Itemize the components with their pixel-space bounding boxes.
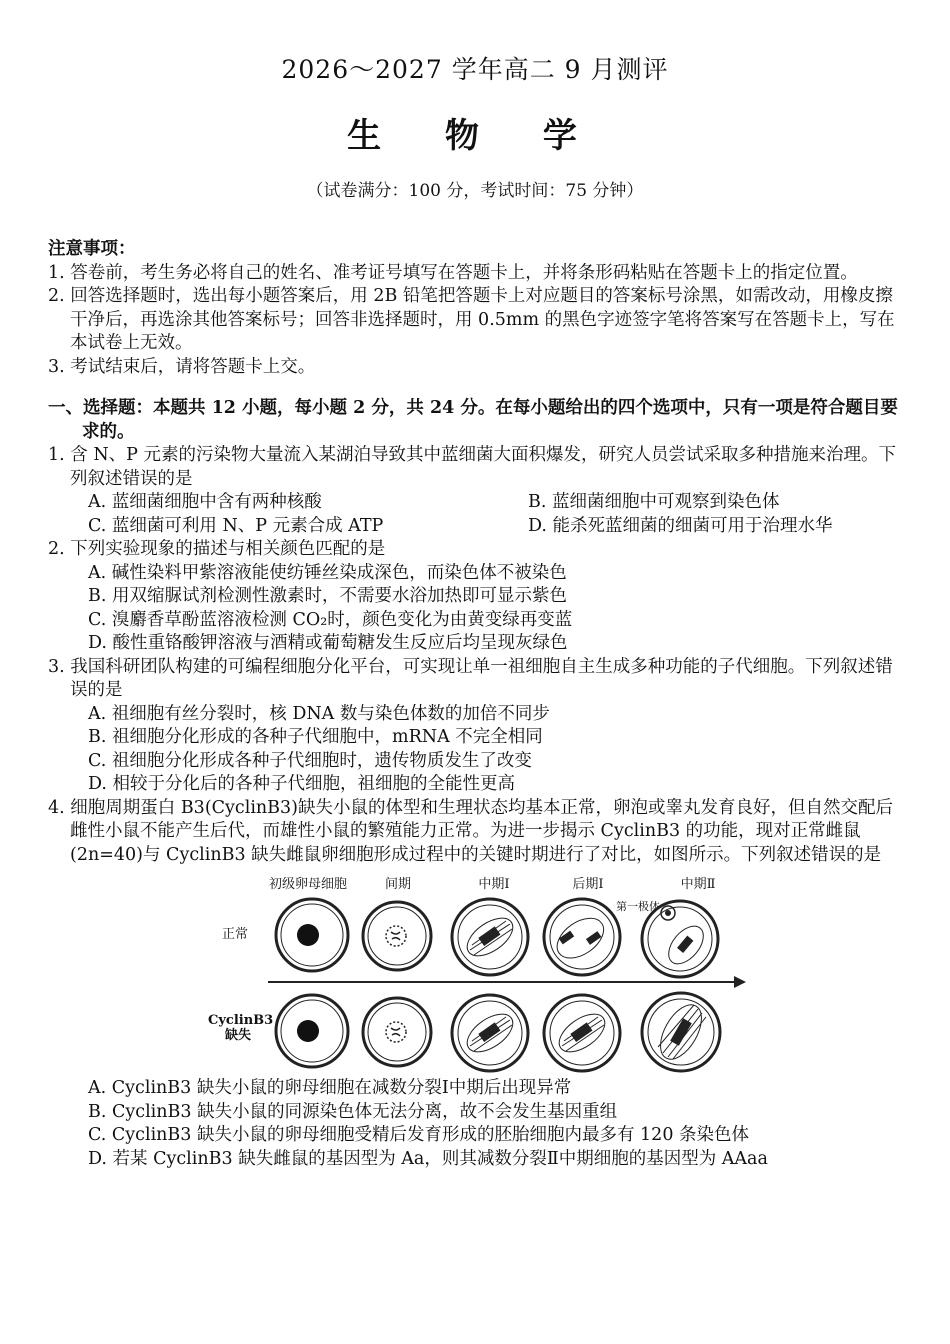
row-label-mutant-line: 缺失 — [224, 1028, 251, 1043]
option: A. 碱性染料甲紫溶液能使纺锤丝染成深色，而染色体不被染色 — [88, 562, 567, 583]
question-stem: 4. 细胞周期蛋白 B3(CyclinB3)缺失小鼠的体型和生理状态均基本正常，卵泡或睾丸发育良好，但自然交配后雌性小鼠不能产生后代，而雄性小鼠的繁殖能力正常。为进一步揭示 CyclinB3 的功能，现对正常雌鼠(2n=40)与 CyclinB3 缺失雌鼠卵细胞形成过程中的关键时期进行了对比，如图所示。下列叙述错误的是 — [48, 797, 894, 865]
note-item: 1. 答卷前，考生务必将自己的姓名、准考证号填写在答题卡上，并将条形码粘贴在答题卡上的指定位置。 — [48, 262, 858, 283]
question-stem: 3. 我国科研团队构建的可编程细胞分化平台，可实现让单一祖细胞自主生成多种功能的子代细胞。下列叙述错误的是 — [48, 656, 893, 700]
question-stem: 1. 含 N、P 元素的污染物大量流入某湖泊导致其中蓝细菌大面积爆发，研究人员尝试采取多种措施来治理。下列叙述错误的是 — [48, 445, 896, 489]
arrow-head-icon — [734, 976, 746, 988]
stage-label: 初级卵母细胞 — [268, 877, 347, 892]
option: C. 蓝细菌可利用 N、P 元素合成 ATP — [88, 515, 384, 536]
option: D. 能杀死蓝细菌的细菌可用于治理水华 — [528, 515, 833, 536]
option: B. CyclinB3 缺失小鼠的同源染色体无法分离，故不会发生基因重组 — [88, 1101, 618, 1122]
question-stem: 2. 下列实验现象的描述与相关颜色匹配的是 — [48, 539, 386, 559]
note-item: 2. 回答选择题时，选出每小题答案后，用 2B 铅笔把答题卡上对应题目的答案标号涂黑，如需改动，用橡皮擦干净后，再选涂其他答案标号；回答非选择题时，用 0.5mm 的黑色字迹签字笔将答案写在答题卡上，写在本试卷上无效。 — [48, 286, 895, 353]
stage-label: 间期 — [384, 877, 411, 892]
option: A. 蓝细菌细胞中含有两种核酸 — [88, 492, 322, 512]
cell-mutant-metaphase-2 — [638, 989, 724, 1075]
section-heading: 一、选择题：本题共 12 小题，每小题 2 分，共 24 分。在每小题给出的四个选项中，只有一项是符合题目要求的。 — [48, 398, 898, 442]
option: B. 祖细胞分化形成的各种子代细胞中，mRNA 不完全相同 — [88, 727, 543, 747]
option: A. 祖细胞有丝分裂时，核 DNA 数与染色体数的加倍不同步 — [88, 703, 550, 724]
subject-title: 生 物 学 — [347, 116, 603, 156]
cell-mutant-metaphase-1 — [448, 991, 532, 1075]
option: C. 祖细胞分化形成各种子代细胞时，遗传物质发生了改变 — [88, 750, 532, 771]
cell-normal-metaphase-2 — [638, 895, 722, 979]
option: C. 溴麝香草酚蓝溶液检测 CO₂时，颜色变化为由黄变绿再变蓝 — [88, 609, 573, 630]
option: D. 若某 CyclinB3 缺失雌鼠的基因型为 Aa，则其减数分裂Ⅱ中期细胞的基因型为 AAaa — [88, 1148, 768, 1169]
option: C. CyclinB3 缺失小鼠的卵母细胞受精后发育形成的胚胎细胞内最多有 120 条染色体 — [88, 1125, 750, 1145]
cell-normal-anaphase-1 — [540, 895, 624, 979]
note-item: 3. 考试结束后，请将答题卡上交。 — [48, 356, 316, 377]
cell-mutant-interphase — [360, 995, 434, 1069]
option: A. CyclinB3 缺失小鼠的卵母细胞在减数分裂Ⅰ中期后出现异常 — [88, 1078, 572, 1098]
cell-normal-interphase — [360, 899, 434, 973]
option: B. 用双缩脲试剂检测性激素时，不需要水浴加热即可显示紫色 — [88, 586, 567, 606]
exam-content — [48, 238, 908, 1171]
option: D. 酸性重铬酸钾溶液与酒精或葡萄糖发生反应后均呈现灰绿色 — [88, 633, 568, 653]
stage-label: 中期Ⅱ — [680, 877, 716, 892]
row-label-mutant — [208, 1013, 274, 1043]
time-arrow — [268, 981, 738, 983]
option-grid — [48, 491, 908, 538]
stage-label: 后期Ⅰ — [572, 877, 604, 892]
row-label-normal: 正常 — [221, 927, 248, 942]
option: B. 蓝细菌细胞中可观察到染色体 — [528, 492, 780, 512]
stage-label: 中期Ⅰ — [478, 877, 510, 892]
cell-mutant-anaphase-1 — [540, 991, 624, 1075]
cell-mutant-primary-oocyte — [272, 991, 352, 1071]
meiosis-figure — [208, 873, 768, 1073]
cell-normal-primary-oocyte — [272, 895, 352, 975]
exam-title: 2026～2027 学年高二 9 月测评 — [281, 55, 669, 84]
notes-heading: 注意事项： — [48, 239, 136, 259]
row-label-mutant-line: CyclinB3 — [208, 1013, 274, 1028]
exam-info: （试卷满分：100 分，考试时间：75 分钟） — [306, 181, 644, 201]
cell-normal-metaphase-1 — [448, 895, 532, 979]
option: D. 相较于分化后的各种子代细胞，祖细胞的全能性更高 — [88, 774, 516, 794]
polar-body-label: 第一极体 — [616, 900, 660, 913]
